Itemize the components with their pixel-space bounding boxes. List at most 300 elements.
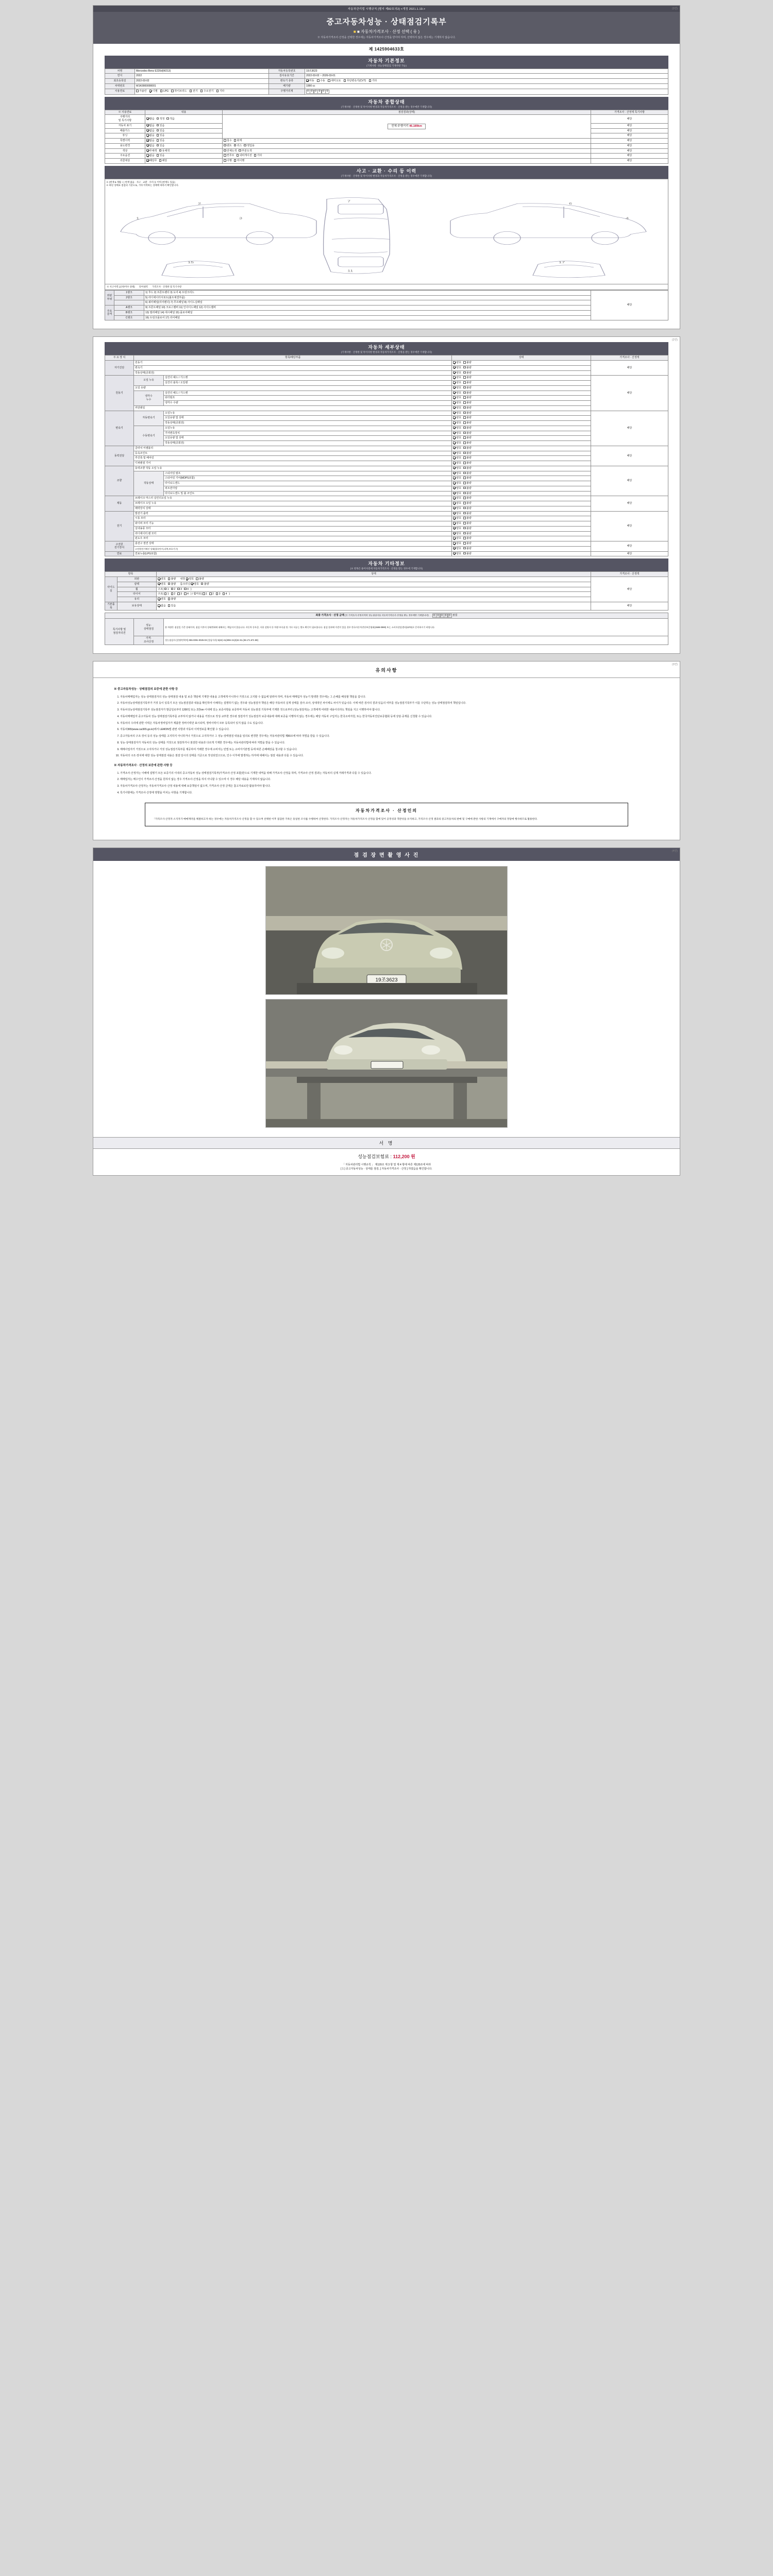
- svg-text:4: 4: [626, 216, 629, 220]
- label-car-name: 차명: [105, 69, 135, 74]
- tun-opt-b[interactable]: 있음: [157, 134, 165, 138]
- us-r-3[interactable]: 영업용: [244, 144, 255, 148]
- sp-r-2[interactable]: 화재: [234, 139, 242, 143]
- basic-info-table: [105, 69, 668, 95]
- etc-row-polish: 양호 불량 룸크리닝 양호 불량: [157, 582, 591, 587]
- st-pi-good[interactable]: 양호: [453, 487, 461, 490]
- overall-row-usage-r: [223, 143, 591, 148]
- st-mts-bad[interactable]: 불량: [463, 432, 472, 435]
- etc-group-basic: 기본품목: [105, 602, 117, 611]
- price-amount-digits: [432, 614, 452, 618]
- fuel-opt-diesel[interactable]: 디젤: [149, 90, 158, 93]
- price-row-value-1: [164, 619, 668, 636]
- label-year: 연식: [105, 74, 135, 79]
- etc-row-label-glass: 유리: [117, 597, 156, 602]
- etc-pol-b[interactable]: 불량: [168, 583, 176, 586]
- photo-underbody-view: [265, 999, 508, 1128]
- st-bl-bad[interactable]: 불량: [463, 527, 472, 531]
- us-r-2[interactable]: 리스: [234, 144, 242, 148]
- st-cr-good[interactable]: 양호: [453, 406, 461, 410]
- detail-group-electric: 전기: [105, 511, 134, 541]
- detail-group-transmission: 변속기: [105, 411, 134, 446]
- value-fuel: [135, 89, 269, 94]
- km-value: 46,189km: [409, 124, 422, 128]
- detail-item-coolant-head: 실린더 헤드 / 가스켓: [164, 391, 452, 396]
- detail-item-clutch: 클러치 어셈블리: [134, 446, 452, 451]
- st-atq-good[interactable]: 양호: [453, 416, 461, 420]
- fuel-opt-lpg[interactable]: LPG: [160, 90, 169, 93]
- st-tre-good[interactable]: 양호: [453, 482, 461, 485]
- st-tr-bad[interactable]: 불량: [463, 366, 472, 370]
- st-mtq-good[interactable]: 양호: [453, 436, 461, 440]
- doc-note: ※ 자동차가격조사·산정을 선택한 경우에는 자동차가격조사·산정을 받아야 하며, 선택하지 않은 경우에는 기재하지 않습니다.: [317, 36, 456, 39]
- odo-d1: 0: [306, 90, 310, 94]
- notice-item-3-2: 2. 매매업자는 매수인이 가격조사·산정을 원하지 않는 경우 가격조사·산정을 하지 아니할 수 있으며 이 경우 해당 내용을 기재하지 않습니다.: [120, 777, 659, 782]
- rc-opt-b[interactable]: 해당: [159, 159, 167, 163]
- detail-group-hv: 고전원 전기장치: [105, 541, 134, 552]
- price-row-label-2: 가격· 조사산정: [134, 636, 164, 645]
- tun-opt-a[interactable]: 없음: [146, 134, 155, 138]
- sheet-page-2: [93, 336, 680, 654]
- trans-opt-manual[interactable]: 수동: [317, 79, 325, 83]
- sp-r-1[interactable]: 침수: [224, 139, 232, 143]
- amt-d1: 0: [432, 614, 436, 618]
- st-mc-bad[interactable]: 불량: [463, 497, 472, 500]
- mileage-opt-b[interactable]: 적정: [157, 117, 165, 121]
- notice-item-1-4: 4. 자동차매매업자 중고자동차 성능·상태점검기록부를 교부하지 않거나 내용을 거짓으로 작성·교부한 경우와 점검자가 성능점검자 보증내용에 대해 보증을 이행하지 않는 경우에는 해당 자동차 구입자는 한국소비자원, 또는 한국자동차진단보증협회 등에 상담·중재를 신청할 수 있습니다.: [120, 715, 659, 719]
- detail-state-water-pump: [452, 396, 591, 401]
- op-r-1[interactable]: 썬루프: [224, 154, 234, 158]
- detail-item-at-qty: 오일유량 및 상태: [164, 416, 452, 421]
- pledge-title: 자동차가격조사 · 산정인의: [355, 808, 418, 813]
- detail-item-alternator: 발전기 출력: [134, 511, 452, 516]
- st-rf-good[interactable]: 양호: [453, 532, 461, 536]
- detail-item-ball-joint: 타이로드엔드 및 볼 조인트: [164, 491, 452, 496]
- parts-rank-table: [105, 290, 668, 321]
- value-displacement: [305, 83, 668, 89]
- sp-opt-a[interactable]: 없음: [146, 139, 155, 143]
- detail-item-at-idle: 작동상태(공회전): [164, 421, 452, 426]
- etc-hd-b[interactable]: 있음: [168, 604, 176, 608]
- detail-group-selfdiag: 자기진단: [105, 361, 134, 376]
- photo-section-title: 점 검 장 면 촬 영 사 진: [93, 848, 680, 861]
- notice-item-3-4: 4. 특기사항에는 가격조사·산정에 영향을 미치는 사항을 기재합니다.: [120, 791, 659, 795]
- st-bs-good[interactable]: 양호: [453, 507, 461, 511]
- st-ch-bad[interactable]: 불량: [463, 392, 472, 395]
- accident-note-line1: ※ (현재 6.개월 + ) 현재 없음 · 사고 · 교환 · 수리 등 이력 (현재도 있음): [106, 180, 175, 183]
- us-opt-b[interactable]: 있음: [157, 144, 165, 148]
- notice-item-1-6: 6. 자동차365(www.car365.go.kr)에서 LEMON법 관련 사항과 자동차 이력정보를 확인할 수 있습니다.: [120, 727, 659, 732]
- st-mtl-bad[interactable]: 불량: [463, 427, 472, 430]
- fuel-opt-etc[interactable]: 기타: [216, 90, 225, 93]
- etc-head-0: 항목: [105, 572, 157, 577]
- doc-title-block: [93, 12, 680, 44]
- detail-state-ball-joint: [452, 491, 591, 496]
- price-side-label: 특기사항 및 점검자의견: [105, 619, 134, 645]
- detail-state-charge-port: [452, 541, 591, 547]
- detail-head-3: 가격조사 · 산정액: [591, 355, 668, 361]
- detail-state-alternator: [452, 511, 591, 516]
- overall-row-tuning-detail: [145, 133, 223, 139]
- etc-ext-a[interactable]: 양호: [158, 578, 166, 581]
- detail-price-engine: 해당: [591, 376, 668, 411]
- detail-state-block-pan: [452, 381, 591, 386]
- rank-B-value: 13) 필러패널 14) 대시패널 15) 플로어패널: [144, 310, 591, 315]
- detail-state-rad-fan: [452, 531, 591, 536]
- svg-text:3: 3: [239, 216, 243, 220]
- st-mts-good[interactable]: 양호: [453, 432, 461, 435]
- trans-opt-other[interactable]: 기타: [369, 79, 377, 83]
- mileage-opt-c[interactable]: 적음: [166, 117, 175, 121]
- st-fl-good[interactable]: 양호: [453, 552, 461, 556]
- detail-state-pitman: [452, 486, 591, 491]
- svg-text:7: 7: [347, 199, 351, 203]
- st-sm-bad[interactable]: 불량: [463, 517, 472, 520]
- us-opt-a[interactable]: 없음: [146, 144, 155, 148]
- st-hw-good[interactable]: 양호: [453, 547, 461, 551]
- label-reg-number: 자동차등록번호: [269, 69, 305, 74]
- mileage-opt-a[interactable]: 많음: [146, 117, 155, 121]
- notice-body: [93, 678, 680, 840]
- rc-r-2[interactable]: 미이행: [234, 159, 245, 163]
- st-sg-good[interactable]: 양호: [453, 477, 461, 480]
- etc-ti-1[interactable]: 1: [164, 592, 169, 596]
- overall-row-color-r: [223, 148, 591, 154]
- overall-row-usage-detail: [145, 143, 223, 148]
- etc-hd-a[interactable]: 없음: [158, 604, 166, 608]
- st-ps-good[interactable]: 양호: [453, 467, 461, 470]
- price-table: [105, 613, 668, 645]
- detail-item-propeller: 추진축 및 베어링: [134, 456, 452, 461]
- st-hg-bad[interactable]: 불량: [463, 376, 472, 380]
- etc-ti-4[interactable]: 4: [184, 592, 189, 596]
- overall-row-label-color: 색상: [105, 148, 145, 154]
- detail-price-powertrain: 해당: [591, 446, 668, 466]
- st-wm-good[interactable]: 양호: [453, 522, 461, 526]
- pledge-text: 「가격조사·산정자 소지자가 매매계약을 체결하고자 하는 경우에는 자동차가격조사·산정을 할 수 있으며 선택한 이후 점검한 기록은 동일한 조사를 수행하여 산정한다. 가격조사·산정자는 자동차가격조사·산정을 함에 있어 공정성과 객관성을 유지하고, 가격조사·산정 결과의 중고자동차의 판매 및 구매에 관한 사항의 기재에서 구매자의 정당에 행사하므로 활용한다.: [153, 818, 538, 821]
- section-etc: [105, 558, 668, 571]
- etc-ti-2[interactable]: 2: [171, 592, 176, 596]
- rank-3-label: [114, 300, 144, 306]
- st-ch-good[interactable]: 양호: [453, 392, 461, 395]
- detail-item-coolant-qty: 냉각수 수량: [164, 401, 452, 406]
- notice-item-1-2: 2. 자동차성능상태점검기록부가 거짓 등이 있혹기 모든 성능점검결과 내용을 확인하여 이해하는 설명하기 없는 경우와 성능점검자 책임은 해당 자동차의 실재 상태를 검사·조사, 상대적인 차이에도 차이가 있습니다. 이에 따른 검사의 결과 있음의 여부를 성능점검기록부가 이를 수단하는 성능·상태점검하여 책임입니다.: [120, 701, 659, 706]
- value-transmission: [305, 79, 668, 84]
- rc-r-1[interactable]: 이행: [224, 159, 232, 163]
- etc-price-sidesill: 해당: [591, 577, 668, 602]
- notice-item-1-3: 3. 자동차성능상태점검기록부 성능점검자가 발급일로부터 1200일 또는 2만km 이내에 있는 보증사항을 보증하며 자동차 성능점검 기록부에 기재한 것으로부터 (성능점검자)는 고객에게 어떠한 내용이더라도 책임을 지고 이행하여야 합니다.: [120, 708, 659, 713]
- st-tr-good[interactable]: 양호: [453, 366, 461, 370]
- st-pr-bad[interactable]: 불량: [463, 456, 472, 460]
- page-tag-1: (3면): [672, 7, 678, 10]
- notice-title: 유의사항: [93, 662, 680, 678]
- overall-row-special-detail: [145, 139, 223, 144]
- rank-C-label: C랭크: [114, 315, 144, 320]
- st-cl-good[interactable]: 양호: [453, 447, 461, 450]
- rank-2-value: 5) 라디에이터서포트(볼트체결부품): [144, 295, 591, 300]
- overall-head-2: 점검결과(상태): [223, 110, 591, 115]
- st-cl-bad[interactable]: 불량: [463, 447, 472, 450]
- etc-row-label-polish: 광택: [117, 582, 156, 587]
- st-rf-bad[interactable]: 불량: [463, 532, 472, 536]
- etc-int-a[interactable]: 양호: [186, 578, 194, 581]
- st-cp-bad[interactable]: 불량: [463, 542, 472, 546]
- sheet-page-1: [93, 5, 680, 329]
- value-reg-number: 19조3623: [305, 69, 668, 74]
- fuel-opt-ev[interactable]: 전기: [190, 90, 198, 93]
- section-detail-sub: (기재사항 · 산정한 및 특이사항 변경과 자동차가격조사 · 산정을 받는 경우에만 기재합니다): [341, 351, 432, 354]
- st-wp-good[interactable]: 양호: [453, 396, 461, 400]
- odo-d2: 0: [310, 90, 314, 94]
- detail-state-table: [105, 355, 668, 556]
- overall-row-label-emission: 배출가스: [105, 128, 145, 133]
- etc-table: [105, 571, 668, 611]
- photo-underbody-svg: [266, 999, 508, 1128]
- mark-opt-a[interactable]: 없음: [146, 124, 155, 128]
- footer-line-2: [ 1 ] 중고자동차성능 · 상태를 점검, [ 자동차가격조사 · 산정 ] 하였음을 확인합니다.: [341, 1167, 432, 1171]
- odo-d6: 0: [325, 90, 329, 94]
- op-opt-b[interactable]: 있음: [157, 154, 165, 158]
- op-opt-a[interactable]: 없음: [146, 154, 155, 158]
- st-mtq-bad[interactable]: 불량: [463, 436, 472, 440]
- value-car-name: Mercedes-Benz E220d(W213): [135, 69, 269, 74]
- label-odometer: 주행거리계: [269, 89, 305, 94]
- detail-item-window-motor: 윈도우 모터: [134, 536, 452, 541]
- value-inspection-valid: 2022-03-02 ~ 2026-03-01: [305, 74, 668, 79]
- etc-wh-2[interactable]: 2: [171, 588, 176, 591]
- overall-row-options-r: [223, 154, 591, 159]
- detail-state-mt-shift: [452, 431, 591, 436]
- section-basic-title: 자동차 기본정보: [368, 58, 405, 63]
- notice-list-3: [120, 771, 659, 795]
- st-cp-good[interactable]: 양호: [453, 542, 461, 546]
- fuel-opt-h2[interactable]: 수소전기: [200, 90, 213, 93]
- detail-item-brake-oil: 브레이크 오일 누유: [134, 501, 452, 506]
- overall-row-mileage-detail: [145, 115, 223, 124]
- detail-state-engine: [452, 361, 591, 366]
- st-bo-bad[interactable]: 불량: [463, 502, 472, 505]
- st-al-bad[interactable]: 불량: [463, 512, 472, 516]
- emi-opt-b[interactable]: 있음: [157, 129, 165, 133]
- detail-state-hv-wiring: [452, 546, 591, 551]
- detail-state-starter: [452, 516, 591, 521]
- st-hg-good[interactable]: 양호: [453, 376, 461, 380]
- detail-state-propeller: [452, 456, 591, 461]
- st-bp-good[interactable]: 양호: [453, 381, 461, 385]
- st-cr-bad[interactable]: 불량: [463, 406, 472, 410]
- price-row-label-1: 성능· 상태점검: [134, 619, 164, 636]
- st-fl-bad[interactable]: 불량: [463, 552, 472, 556]
- trans-opt-auto[interactable]: 자동: [306, 79, 314, 83]
- st-pi-bad[interactable]: 불량: [463, 487, 472, 490]
- etc-row-tire: 구조( 1 2 3 4 ) / 휠마모( 1 2 3 4 ): [157, 592, 591, 597]
- doc-subtitle: [93, 29, 680, 35]
- st-mc-good[interactable]: 양호: [453, 497, 461, 500]
- value-year: 2022: [135, 74, 269, 79]
- st-atl-good[interactable]: 양호: [453, 412, 461, 415]
- st-ati-good[interactable]: 양호: [453, 421, 461, 425]
- etc-tw-2[interactable]: 2: [209, 592, 214, 596]
- st-pr-good[interactable]: 양호: [453, 456, 461, 460]
- star-icon: ■: [353, 29, 356, 34]
- st-oq-bad[interactable]: 불량: [463, 386, 472, 390]
- col-r-1[interactable]: 전체도색: [224, 149, 237, 153]
- mark-opt-b[interactable]: 있음: [157, 124, 165, 128]
- overall-row-options-detail: [145, 154, 223, 159]
- detail-state-mt-idle: [452, 441, 591, 446]
- rank-3-value: 6) 쿼터패널(리어펜더) 7) 루프패널 8) 사이드실패널: [144, 300, 591, 306]
- col-r-2[interactable]: 부분도색: [239, 149, 251, 153]
- us-r-1[interactable]: 렌트: [224, 144, 232, 148]
- odometer-digits: [306, 90, 329, 94]
- displacement-unit: cc: [312, 84, 315, 88]
- fuel-opt-gasoline[interactable]: 가솔린: [136, 90, 147, 93]
- etc-tw-3[interactable]: 3: [216, 592, 221, 596]
- amt-d3: 0: [440, 614, 444, 618]
- st-cq-good[interactable]: 양호: [453, 401, 461, 405]
- label-first-reg: 최초등록일: [105, 79, 135, 84]
- st-sp-good[interactable]: 양호: [453, 472, 461, 476]
- overall-row-label-usage: 용도변경: [105, 143, 145, 148]
- etc-tw-4[interactable]: 4: [223, 592, 227, 596]
- legal-topbar: 자동차관리법 시행규칙 [별지 제82호의2] <개정 2021.1.19.>: [93, 6, 680, 12]
- st-cv-bad[interactable]: 불량: [463, 452, 472, 455]
- notice-sub-1: ※ 중고자동차성능 · 상태점검의 보증에 관한 사항 등: [114, 687, 178, 691]
- document-number: 제 1425904633호: [368, 46, 405, 52]
- detail-state-common-rail: [452, 405, 591, 411]
- st-sg-bad[interactable]: 불량: [463, 477, 472, 480]
- etc-room-a[interactable]: 양호: [191, 583, 199, 586]
- st-sp-bad[interactable]: 불량: [463, 472, 472, 476]
- st-hw-bad[interactable]: 불량: [463, 547, 472, 551]
- etc-head-2: 가격조사 · 산정액: [591, 572, 668, 577]
- detail-price-fuel: 해당: [591, 551, 668, 556]
- notice-item-2-3: 9. 매매사업자가 거짓으로 고지하거나 거짓 성능점검기록부를 제공하여 거래한 경우에 소비자는 민법 또는 소비자기본법 등에 따른 손해배상을 청구할 수 있습니다.: [120, 748, 659, 752]
- detail-state-head-gasket: [452, 376, 591, 381]
- st-wn-good[interactable]: 양호: [453, 537, 461, 540]
- etc-gl-b[interactable]: 불량: [168, 598, 176, 601]
- st-wp-bad[interactable]: 불량: [463, 396, 472, 400]
- etc-row-glass: [157, 597, 591, 602]
- overall-mileage-km-cell: [223, 115, 591, 139]
- emi-opt-a[interactable]: 없음: [146, 129, 155, 133]
- etc-row-label-wheel: 휠: [117, 587, 156, 592]
- st-eng-bad[interactable]: 불량: [463, 361, 472, 365]
- etc-wh-1[interactable]: 1: [164, 588, 169, 591]
- st-mtl-good[interactable]: 양호: [453, 427, 461, 430]
- etc-int-b[interactable]: 불량: [196, 578, 204, 581]
- fee-amount: 112,200 원: [393, 1154, 415, 1160]
- st-df-bad[interactable]: 불량: [463, 462, 472, 465]
- section-overall: [105, 97, 668, 110]
- overall-head-1: 내용: [145, 110, 223, 115]
- rank-2-label: 2랭크: [114, 295, 144, 300]
- etc-gl-a[interactable]: 양호: [158, 598, 166, 601]
- detail-group-engine: 원동기: [105, 376, 134, 411]
- etc-wh-3[interactable]: 3: [177, 588, 182, 591]
- st-ati-bad[interactable]: 불량: [463, 421, 472, 425]
- st-bp-bad[interactable]: 불량: [463, 381, 472, 385]
- detail-state-trans: [452, 365, 591, 370]
- page-tag-3: (3면): [672, 663, 678, 666]
- st-bj-good[interactable]: 양호: [453, 492, 461, 496]
- st-mti-bad[interactable]: 불량: [463, 442, 472, 445]
- detail-item-cv-joint: 등속조인트: [134, 451, 452, 456]
- label-fuel: 사용연료: [105, 89, 135, 94]
- etc-row-hold: [157, 602, 591, 611]
- st-idle-bad[interactable]: 불량: [463, 371, 472, 375]
- op-r-2[interactable]: 내비게이션: [237, 154, 252, 158]
- st-mti-good[interactable]: 양호: [453, 442, 461, 445]
- detail-head-1: 항목/해당부품: [134, 355, 452, 361]
- st-atl-bad[interactable]: 불량: [463, 412, 472, 415]
- st-idle-good[interactable]: 양호: [453, 371, 461, 375]
- fee-line: [93, 1149, 680, 1162]
- price-text: 본 차량은 점검일 기준 상태이며, 점검 이후의 상태변화에 대해서는 책임지지 않습니다. 자동차 등록증, 사용 설명서 등 차량 부속품 및 기타 서류는 별도 확인이 필요합니다. 점검 결과에 이견이 있을 경우 한국자동차진단보증협회(1588-0990) 또는 소비자상담센터(1372)로 문의하시기 바랍니다.: [165, 626, 435, 629]
- st-eng-good[interactable]: 양호: [453, 361, 461, 365]
- etc-wh-4[interactable]: 4: [184, 588, 189, 591]
- etc-ti-3[interactable]: 3: [177, 592, 182, 596]
- section-basic-sub: (기재사항 ·성능상태점검 기재사항 가능): [366, 64, 407, 67]
- trans-opt-semi[interactable]: 세미오토: [328, 79, 341, 83]
- rc-opt-a[interactable]: 해당무: [146, 159, 157, 163]
- detail-state-blower: [452, 526, 591, 531]
- section-detail: [105, 342, 668, 355]
- col-opt-b[interactable]: 유채색: [159, 149, 170, 153]
- col-opt-a[interactable]: 무채색: [146, 149, 157, 153]
- etc-pol-a[interactable]: 양호: [158, 583, 166, 586]
- car-damage-diagram: [105, 189, 668, 284]
- price-head-title: 최종 가격조사 · 산정 금액: [315, 614, 344, 618]
- st-bj-bad[interactable]: 불량: [463, 492, 472, 496]
- st-sm-good[interactable]: 양호: [453, 517, 461, 520]
- section-etc-sub: (※ 항목은 용어사전에 자동차가격조사 · 산정을 받는 경우에 기재합니다): [350, 567, 423, 570]
- st-ps-bad[interactable]: 불량: [463, 467, 472, 470]
- svg-text:11: 11: [347, 269, 354, 273]
- etc-tw-1[interactable]: 1: [203, 592, 207, 596]
- overall-head-3: 가격조사 · 산정액 특기사항: [591, 110, 668, 115]
- st-al-good[interactable]: 양호: [453, 512, 461, 516]
- detail-group-powertrain: 동력전달: [105, 446, 134, 466]
- st-tre-bad[interactable]: 불량: [463, 482, 472, 485]
- op-r-3[interactable]: 기타: [254, 154, 262, 158]
- trans-opt-cvt[interactable]: 무단변속기(CVT): [344, 79, 366, 83]
- odo-d3: 0: [314, 90, 318, 94]
- fuel-opt-hybrid[interactable]: 하이브리드: [171, 90, 187, 93]
- sp-opt-b[interactable]: 있음: [157, 139, 165, 143]
- etc-room-b[interactable]: 불량: [201, 583, 209, 586]
- overall-note-6: 해당: [591, 143, 668, 148]
- section-basic-info: [105, 56, 668, 69]
- st-bo-good[interactable]: 양호: [453, 502, 461, 505]
- notice-item-2-1: 7. 중고자동차의 구조·장치 등의 성능·상태를 고지하지 아니하거나 거짓으로 고지하거나 그 성능·상태점검 내용을 임의로 변경한 경우에는 자동차관리법 제80조에 따라 처벌을 받을 수 있습니다.: [120, 734, 659, 739]
- st-cq-bad[interactable]: 불량: [463, 401, 472, 405]
- detail-price-steering: 해당: [591, 466, 668, 496]
- st-cv-good[interactable]: 양호: [453, 452, 461, 455]
- st-bs-bad[interactable]: 불량: [463, 507, 472, 511]
- price-head-sub: (※ 가격조사·산정자격과 성능점검자를 자동차가격조사·산정을 받는 경우에만 기재합니다): [345, 614, 429, 617]
- st-df-good[interactable]: 양호: [453, 462, 461, 465]
- footer-note: [93, 1162, 680, 1175]
- st-bl-good[interactable]: 양호: [453, 527, 461, 531]
- st-wn-bad[interactable]: 불량: [463, 537, 472, 540]
- overall-row-marking-detail: [145, 123, 223, 128]
- etc-ext-b[interactable]: 불량: [168, 578, 176, 581]
- st-wm-bad[interactable]: 불량: [463, 522, 472, 526]
- st-oq-good[interactable]: 양호: [453, 386, 461, 390]
- st-atq-bad[interactable]: 불량: [463, 416, 472, 420]
- detail-state-steer-gear: [452, 476, 591, 481]
